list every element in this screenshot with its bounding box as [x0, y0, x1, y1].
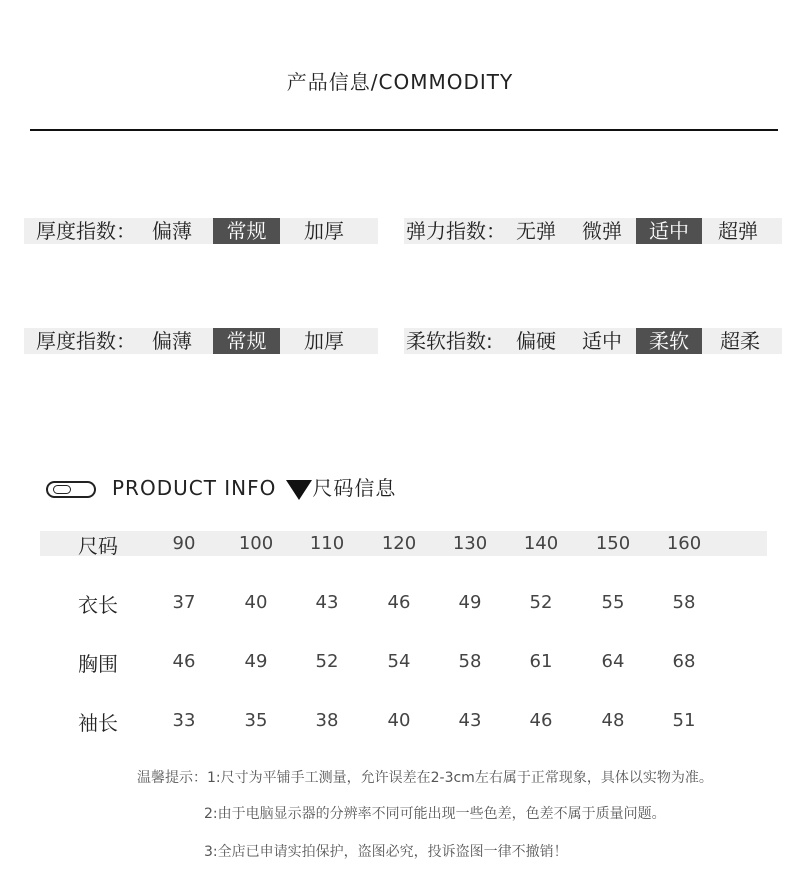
size-cell: 48: [601, 710, 625, 731]
size-cell: 100: [238, 533, 274, 554]
index-bar-thickness: [24, 218, 378, 244]
size-cell: 43: [458, 710, 482, 731]
size-cell: 61: [529, 651, 553, 672]
index-option: 加厚: [304, 219, 344, 243]
size-cell: 52: [315, 651, 339, 672]
index-bar-elasticity: [404, 218, 782, 244]
toggle-pill-icon: [46, 481, 96, 498]
size-cell: 37: [172, 592, 196, 613]
note-line-2: 2:由于电脑显示器的分辨率不同可能出现一些色差，色差不属于质量问题。: [204, 806, 666, 822]
size-row-label: 胸围: [78, 652, 118, 676]
size-cell: 68: [672, 651, 696, 672]
size-cell: 150: [595, 533, 631, 554]
index-option: 超弹: [718, 219, 758, 243]
size-cell: 52: [529, 592, 553, 613]
index-option-selected: 柔软: [636, 328, 702, 354]
size-cell: 49: [458, 592, 482, 613]
size-cell: 58: [458, 651, 482, 672]
size-cell: 35: [244, 710, 268, 731]
size-cell: 46: [387, 592, 411, 613]
note-line-3: 3:全店已申请实拍保护，盗图必究，投诉盗图一律不撤销！: [204, 844, 568, 860]
size-row-label: 袖长: [78, 711, 118, 735]
index-option: 适中: [582, 329, 622, 353]
index-option: 无弹: [516, 219, 556, 243]
size-cell: 160: [666, 533, 702, 554]
size-cell: 40: [387, 710, 411, 731]
size-cell: 46: [172, 651, 196, 672]
section-title: 产品信息/COMMODITY: [286, 70, 514, 94]
size-cell: 64: [601, 651, 625, 672]
index-label: 弹力指数：: [406, 219, 506, 243]
size-cell: 46: [529, 710, 553, 731]
index-label: 厚度指数：: [36, 329, 136, 353]
index-option-selected: 常规: [213, 218, 280, 244]
size-cell: 90: [172, 533, 196, 554]
size-cell: 110: [309, 533, 345, 554]
size-cell: 55: [601, 592, 625, 613]
index-label: 厚度指数：: [36, 219, 136, 243]
index-option: 偏硬: [516, 329, 556, 353]
size-cell: 40: [244, 592, 268, 613]
size-row-label: 衣长: [78, 593, 118, 617]
index-label: 柔软指数:: [406, 329, 493, 353]
note-line-1: 温馨提示：1:尺寸为平铺手工测量，允许误差在2-3cm左右属于正常现象，具体以实物为准。: [137, 770, 713, 786]
size-cell: 58: [672, 592, 696, 613]
size-row-label: 尺码: [78, 534, 118, 558]
index-bar-softness: [404, 328, 782, 354]
index-option-selected: 常规: [213, 328, 280, 354]
divider: [30, 129, 778, 131]
index-option: 偏薄: [152, 219, 192, 243]
size-cell: 51: [672, 710, 696, 731]
product-info-cn: 尺码信息: [312, 476, 397, 500]
index-option: 偏薄: [152, 329, 192, 353]
triangle-down-icon: [286, 480, 312, 500]
size-cell: 120: [381, 533, 417, 554]
size-cell: 33: [172, 710, 196, 731]
index-option-selected: 适中: [636, 218, 702, 244]
index-option: 微弹: [582, 219, 622, 243]
index-option: 加厚: [304, 329, 344, 353]
index-bar-thickness-2: [24, 328, 378, 354]
size-cell: 49: [244, 651, 268, 672]
product-info-en: PRODUCT INFO: [112, 476, 277, 500]
product-info-heading: [46, 472, 396, 501]
index-option: 超柔: [720, 329, 760, 353]
size-cell: 140: [523, 533, 559, 554]
size-cell: 130: [452, 533, 488, 554]
size-cell: 54: [387, 651, 411, 672]
size-cell: 43: [315, 592, 339, 613]
size-cell: 38: [315, 710, 339, 731]
